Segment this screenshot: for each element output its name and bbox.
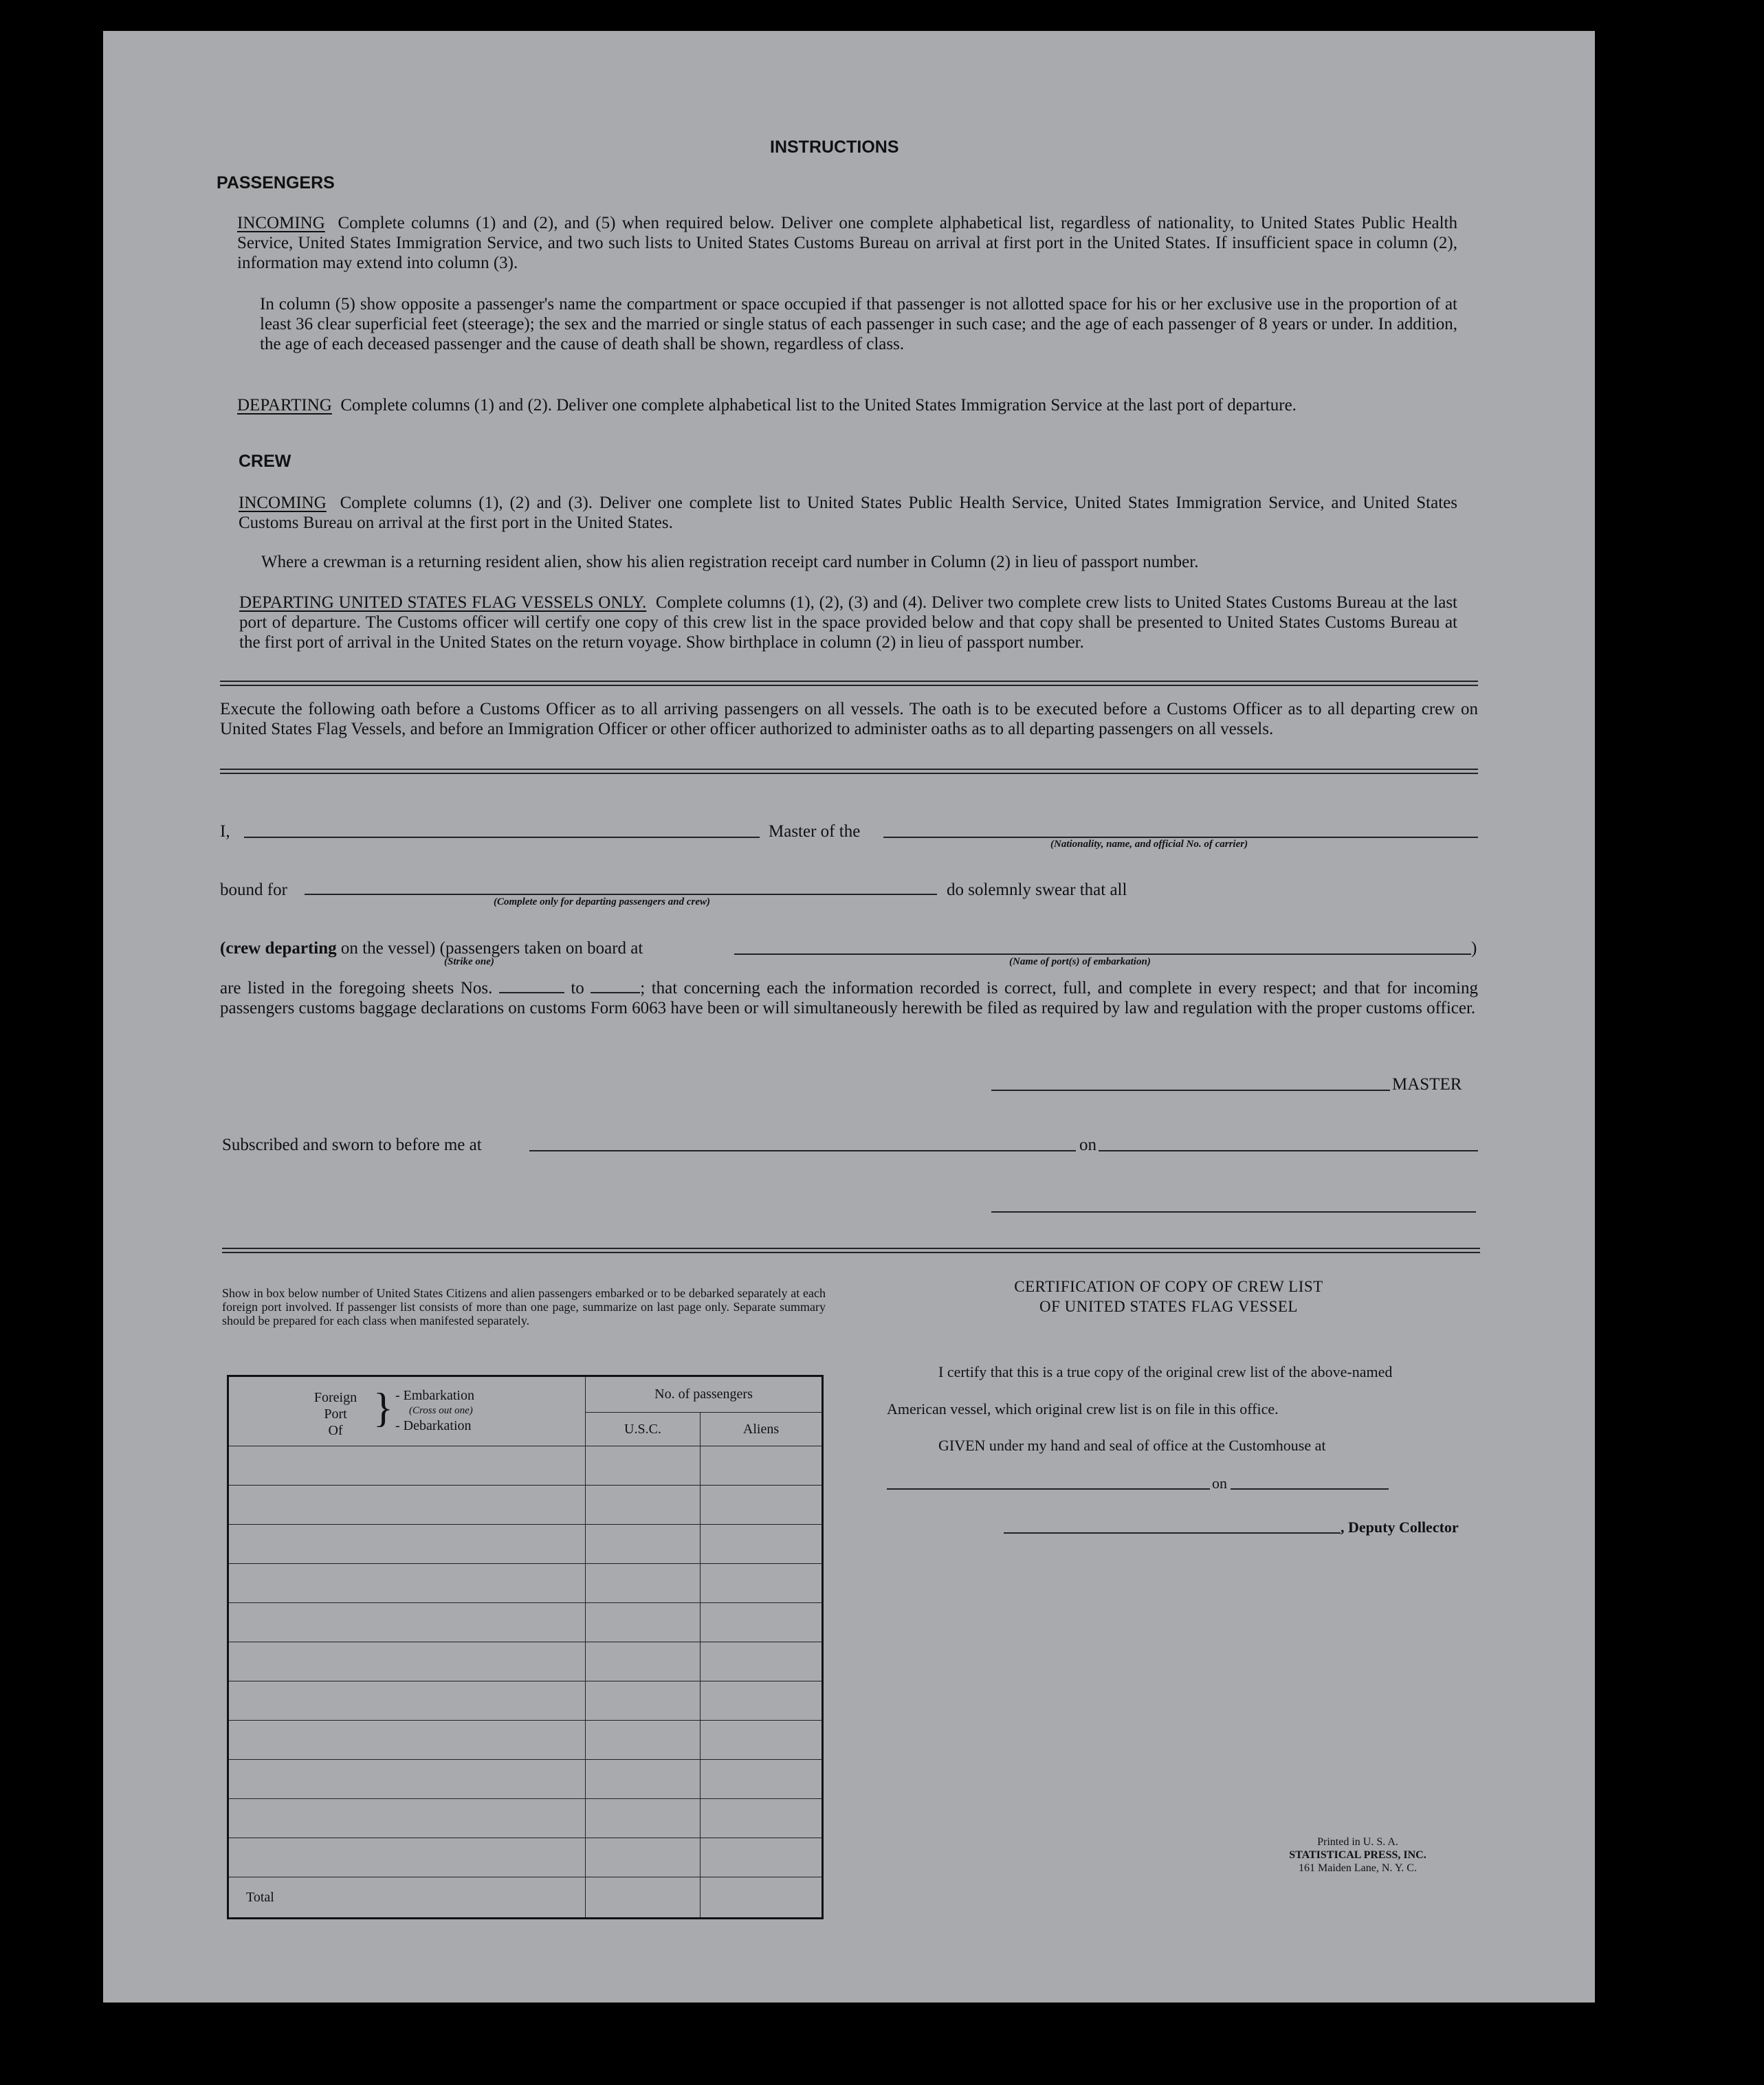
listed-paragraph	[220, 978, 1478, 1018]
aliens-cell[interactable]	[701, 1721, 823, 1760]
total-aliens-cell[interactable]	[701, 1877, 823, 1919]
port-cell[interactable]	[228, 1564, 586, 1603]
close-paren: )	[1471, 939, 1477, 958]
aliens-cell[interactable]	[701, 1486, 823, 1525]
on-vessel-text: on the vessel) (passengers taken on board at	[336, 939, 643, 958]
usc-header: U.S.C.	[586, 1413, 701, 1446]
usc-cell[interactable]	[586, 1564, 701, 1603]
printer-line3: 161 Maiden Lane, N. Y. C.	[1299, 1862, 1417, 1874]
carrier-line[interactable]	[883, 837, 1478, 838]
port-cell[interactable]	[228, 1681, 586, 1721]
form-page	[103, 31, 1595, 2003]
usc-cell[interactable]	[586, 1603, 701, 1642]
passengers-departing-text: Complete columns (1) and (2). Deliver one complete alphabetical list to the United States Immigration Service at the last port of departure.	[340, 396, 1297, 415]
aliens-cell[interactable]	[701, 1681, 823, 1721]
usc-cell[interactable]	[586, 1760, 701, 1799]
no-passengers-header: No. of passengers	[586, 1376, 823, 1413]
master-of-label: Master of the	[769, 822, 861, 841]
oath-i-label: I,	[220, 822, 230, 841]
usc-cell[interactable]	[586, 1838, 701, 1877]
certification-title	[825, 1277, 1512, 1316]
port-cell[interactable]	[228, 1760, 586, 1799]
usc-cell[interactable]	[586, 1446, 701, 1486]
cross-out-caption: (Cross out one)	[409, 1405, 473, 1416]
crew-passengers-line	[220, 938, 643, 958]
usc-cell[interactable]	[586, 1799, 701, 1838]
certification-on-label: on	[1212, 1475, 1227, 1492]
page-title: INSTRUCTIONS	[770, 137, 899, 157]
passengers-departing-block	[237, 395, 1457, 415]
foreign-label: Foreign	[313, 1390, 357, 1405]
sworn-date-line[interactable]	[1099, 1150, 1478, 1151]
sheet-from-line[interactable]	[499, 980, 564, 993]
foreign-port-header	[228, 1376, 586, 1446]
usc-cell[interactable]	[586, 1642, 701, 1681]
bound-for-label: bound for	[220, 881, 287, 899]
brace-icon: }	[373, 1385, 393, 1431]
master-name-line[interactable]	[244, 837, 760, 838]
subscribed-label: Subscribed and sworn to before me at	[222, 1136, 482, 1154]
certify-line2: American vessel, which original crew list is on file in this office.	[887, 1400, 1279, 1417]
divider-bottom	[222, 1248, 1480, 1253]
port-cell[interactable]	[228, 1446, 586, 1486]
nationality-caption: (Nationality, name, and official No. of carrier)	[1050, 839, 1248, 850]
crew-departing-text: Complete columns (1), (2), (3) and (4). Deliver two complete crew lists to United States Customs Bureau at the last port of departure. The Customs officer will certify one copy of this crew list in the space provided below and that copy shall be presented to United States Customs Bureau at the first port of arrival in the United States on the return voyage. Show birthplace in column (2) in lieu of passport number.	[239, 593, 1457, 652]
complete-caption: (Complete only for departing passengers and crew)	[494, 896, 710, 907]
usc-cell[interactable]	[586, 1525, 701, 1564]
divider-oath	[220, 769, 1478, 774]
crew-departing-bold: (crew departing	[220, 939, 337, 958]
aliens-cell[interactable]	[701, 1564, 823, 1603]
crew-resident-text: Where a crewman is a returning resident alien, show his alien registration receipt card number in Column (2) in lieu of passport number.	[261, 553, 1199, 571]
passengers-departing-label: DEPARTING	[237, 396, 332, 415]
port-cell[interactable]	[228, 1838, 586, 1877]
listed-b: ; that concerning each the information recorded is correct, full, and complete in every respect; and that for incoming passengers customs baggage declarations on customs Form 6063 have been or will simultaneously herewith be filed as required by law and regulation with the proper customs officer.	[220, 979, 1479, 1017]
certification-date-line[interactable]	[1231, 1488, 1389, 1490]
printer-line1: Printed in U. S. A.	[1317, 1836, 1398, 1848]
embarkation-label[interactable]: - Embarkation	[395, 1388, 474, 1403]
customhouse-line[interactable]	[887, 1488, 1210, 1490]
total-usc-cell[interactable]	[586, 1877, 701, 1919]
crew-incoming-text: Complete columns (1), (2) and (3). Deliver one complete list to United States Public Health Service, United States Immigration Service, and United States Customs Bureau on arrival at the first port in the United States.	[239, 494, 1457, 532]
passengers-incoming-text: Complete columns (1) and (2), and (5) when required below. Deliver one complete alphabetical list, regardless of nationality, to United States Public Health Service, United States Immigration Service, and two such lists to United States Customs Bureau on arrival at first port in the United States. If insufficient space in column (2), information may extend into column (3).	[237, 214, 1457, 272]
of-label: Of	[328, 1423, 343, 1438]
printer-imprint	[1272, 1835, 1444, 1875]
sworn-on-label: on	[1079, 1136, 1096, 1154]
crew-departing-label: DEPARTING UNITED STATES FLAG VESSELS ONLY.	[239, 593, 647, 612]
usc-cell[interactable]	[586, 1681, 701, 1721]
sheet-to-line[interactable]	[591, 980, 640, 993]
certify-line1: I certify that this is a true copy of the original crew list of the above-named	[938, 1363, 1393, 1380]
passengers-incoming-block	[237, 213, 1457, 273]
certification-title-line2: OF UNITED STATES FLAG VESSEL	[1039, 1298, 1298, 1315]
passengers-column5-text: In column (5) show opposite a passenger's name the compartment or space occupied if that passenger is not allotted space for his or her exclusive use in the proportion of at least 36 clear superficial feet (steerage); the sex and the married or single status of each passenger in such case; and the age of each passenger of 8 years or under. In addition, the age of each deceased passenger and the cause of death shall be shown, regardless of class.	[260, 295, 1457, 353]
debarkation-label[interactable]: - Debarkation	[395, 1418, 472, 1433]
aliens-cell[interactable]	[701, 1799, 823, 1838]
listed-to: to	[571, 979, 584, 997]
passengers-incoming-label: INCOMING	[237, 214, 325, 232]
listed-a: are listed in the foregoing sheets Nos.	[220, 979, 493, 997]
usc-cell[interactable]	[586, 1486, 701, 1525]
usc-cell[interactable]	[586, 1721, 701, 1760]
aliens-header: Aliens	[701, 1413, 823, 1446]
aliens-cell[interactable]	[701, 1838, 823, 1877]
master-label: MASTER	[1392, 1075, 1462, 1094]
sworn-place-line[interactable]	[529, 1150, 1076, 1151]
aliens-cell[interactable]	[701, 1642, 823, 1681]
port-cell[interactable]	[228, 1721, 586, 1760]
swear-text: do solemnly swear that all	[947, 881, 1127, 899]
bound-for-line[interactable]	[305, 894, 937, 895]
passengers-heading: PASSENGERS	[217, 173, 335, 192]
ports-caption: (Name of port(s) of embarkation)	[1009, 956, 1151, 967]
oath-intro: Execute the following oath before a Customs Officer as to all arriving passengers on all vessels. The oath is to be executed before a Customs Officer as to all departing crew on United States Flag Vessels, and before an Immigration Officer or other officer authorized to administer oaths as to all departing passengers on all vessels.	[220, 700, 1478, 738]
deputy-signature-line[interactable]	[1004, 1532, 1341, 1534]
passenger-summary-table	[227, 1375, 824, 1919]
aliens-cell[interactable]	[701, 1760, 823, 1799]
certification-title-line1: CERTIFICATION OF COPY OF CREW LIST	[1014, 1278, 1323, 1295]
total-label: Total	[228, 1877, 586, 1919]
port-cell[interactable]	[228, 1642, 586, 1681]
port-cell[interactable]	[228, 1603, 586, 1642]
deputy-collector-label: , Deputy Collector	[1341, 1519, 1459, 1536]
port-cell[interactable]	[228, 1486, 586, 1525]
strike-caption: (Strike one)	[444, 956, 494, 967]
crew-heading: CREW	[239, 452, 291, 471]
aliens-cell[interactable]	[701, 1525, 823, 1564]
printer-line2: STATISTICAL PRESS, INC.	[1289, 1849, 1426, 1861]
divider-top	[220, 681, 1478, 686]
given-text: GIVEN under my hand and seal of office at the Customhouse at	[938, 1437, 1326, 1454]
port-label: Port	[324, 1406, 347, 1422]
embarkation-port-line[interactable]	[734, 953, 1471, 955]
port-cell[interactable]	[228, 1525, 586, 1564]
crew-departing-block	[239, 593, 1457, 652]
master-signature-line[interactable]	[991, 1090, 1390, 1091]
aliens-cell[interactable]	[701, 1603, 823, 1642]
officer-signature-line[interactable]	[991, 1211, 1476, 1213]
crew-incoming-block	[239, 493, 1457, 533]
port-cell[interactable]	[228, 1799, 586, 1838]
summary-note: Show in box below number of United States Citizens and alien passengers embarked or to be debarked separately at each foreign port involved. If passenger list consists of more than one page, summarize on last page only. Separate summary should be prepared for each class when manifested separately.	[222, 1286, 826, 1327]
crew-incoming-label: INCOMING	[239, 494, 327, 512]
aliens-cell[interactable]	[701, 1446, 823, 1486]
